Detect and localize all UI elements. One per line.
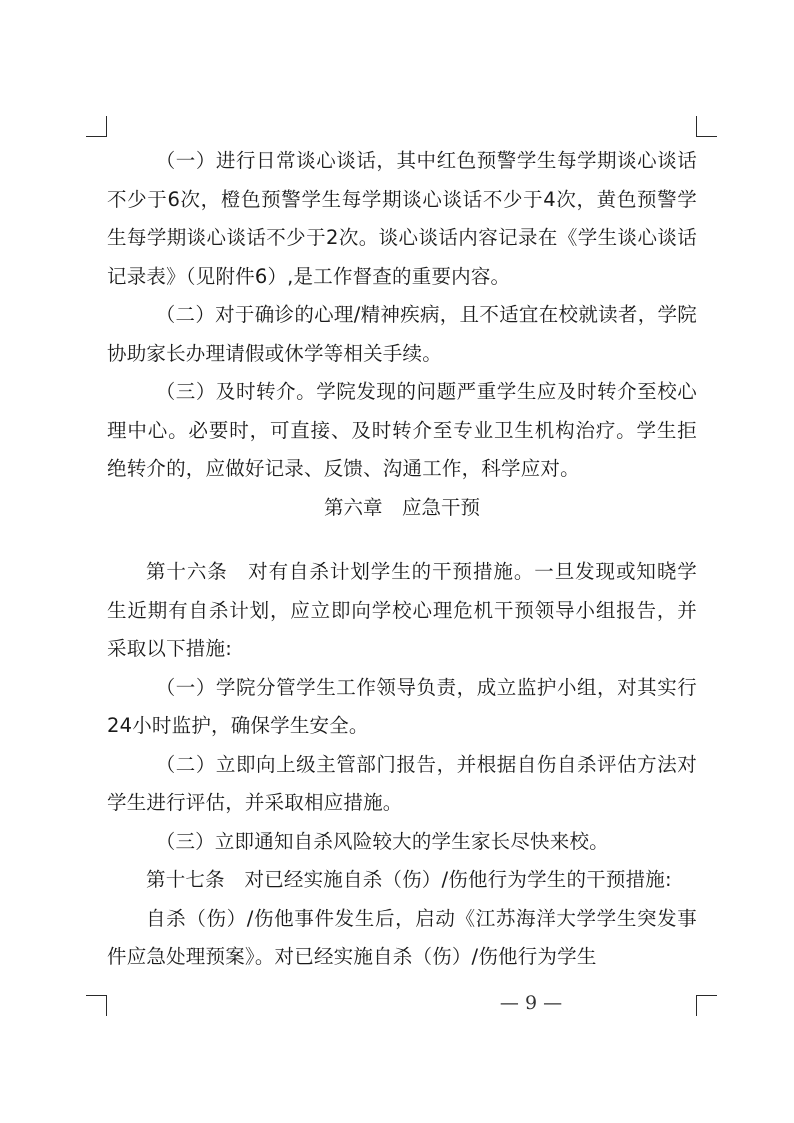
document-body bbox=[107, 142, 697, 977]
article-17: 第十七条 对已经实施自杀（伤）/伤他行为学生的干预措施: bbox=[146, 868, 672, 891]
page-number bbox=[0, 992, 794, 1014]
paragraph-item-1: （一）进行日常谈心谈话，其中红色预警学生每学期谈心谈话不少于6次，橙色预警学生每学期谈心谈话不少于4次，黄色预警学生每学期谈心谈话不少于2次。谈心谈话内容记录在《学生谈心谈话记录表》（见附件6）,是工作督查的重要内容。 bbox=[107, 149, 697, 288]
article-16-item-1: （一）学院分管学生工作领导负责，成立监护小组，对其实行24小时监护，确保学生安全。 bbox=[107, 675, 697, 737]
article-16: 第十六条 对有自杀计划学生的干预措施。一旦发现或知晓学生近期有自杀计划，应立即向学校心理危机干预领导小组报告，并采取以下措施: bbox=[107, 560, 697, 660]
article-16-item-2: （二）立即向上级主管部门报告，并根据自伤自杀评估方法对学生进行评估，并采取相应措施。 bbox=[107, 752, 697, 814]
paragraph-item-2: （二）对于确诊的心理/精神疾病，且不适宜在校就读者，学院协助家长办理请假或休学等相关手续。 bbox=[107, 303, 697, 365]
crop-mark-top-left bbox=[86, 116, 107, 137]
crop-mark-top-right bbox=[696, 116, 717, 137]
article-17-body: 自杀（伤）/伤他事件发生后，启动《江苏海洋大学学生突发事件应急处理预案》。对已经实施自杀（伤）/伤他行为学生 bbox=[107, 906, 697, 968]
article-16-item-3: （三）立即通知自杀风险较大的学生家长尽快来校。 bbox=[155, 829, 609, 853]
chapter-title: 第六章 应急干预 bbox=[323, 495, 480, 519]
paragraph-item-3: （三）及时转介。学院发现的问题严重学生应及时转介至校心理中心。必要时，可直接、及时转介至专业卫生机构治疗。学生拒绝转介的，应做好记录、反馈、沟通工作，科学应对。 bbox=[107, 380, 697, 480]
page-number-text: — 9 — bbox=[499, 992, 563, 1014]
